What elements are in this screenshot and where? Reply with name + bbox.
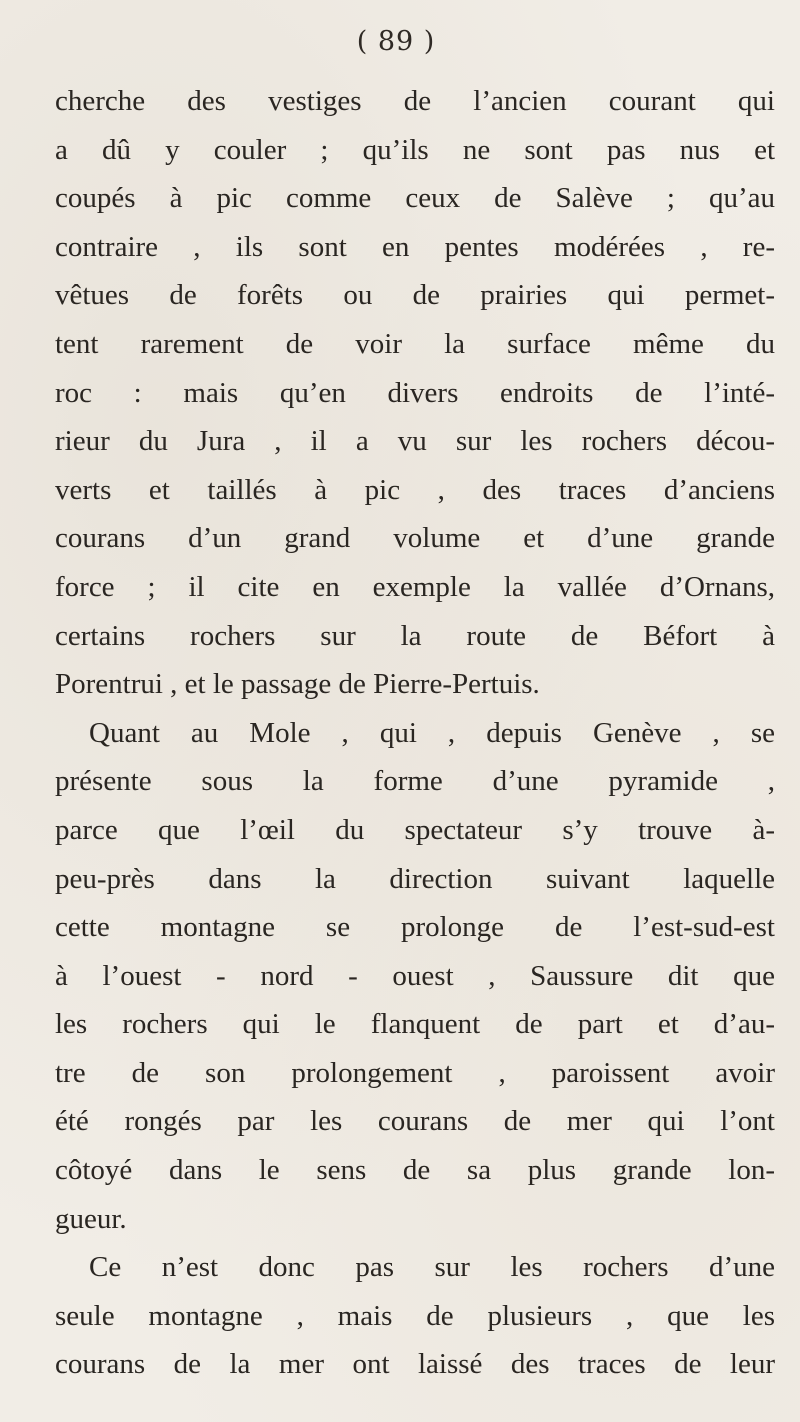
paragraph-start-line: Ce n’est donc pas sur les rochers d’une bbox=[89, 1251, 775, 1284]
text-line: a dû y couler ; qu’ils ne sont pas nus et bbox=[55, 133, 775, 166]
text-line: été rongés par les courans de mer qui l’ont bbox=[55, 1105, 775, 1138]
text-line: à l’ouest - nord - ouest , Saussure dit que bbox=[55, 959, 775, 992]
text-line: force ; il cite en exemple la vallée d’Ornans, bbox=[55, 570, 775, 603]
text-line: courans d’un grand volume et d’une grande bbox=[55, 522, 775, 555]
text-line: seule montagne , mais de plusieurs , que les bbox=[55, 1299, 775, 1332]
text-line: côtoyé dans le sens de sa plus grande lon- bbox=[55, 1154, 775, 1187]
text-line: tent rarement de voir la surface même du bbox=[55, 327, 775, 360]
text-line: rieur du Jura , il a vu sur les rochers décou- bbox=[55, 425, 775, 458]
text-line: vêtues de forêts ou de prairies qui permet- bbox=[55, 279, 775, 312]
text-line: présente sous la forme d’une pyramide , bbox=[55, 765, 775, 798]
text-line: coupés à pic comme ceux de Salève ; qu’au bbox=[55, 182, 775, 215]
text-line: parce que l’œil du spectateur s’y trouve à- bbox=[55, 813, 775, 846]
text-line: roc : mais qu’en divers endroits de l’inté- bbox=[55, 376, 775, 409]
text-line: Porentrui , et le passage de Pierre-Pertuis. bbox=[55, 668, 540, 701]
text-line: cherche des vestiges de l’ancien courant qui bbox=[55, 85, 775, 117]
text-line: courans de la mer ont laissé des traces de leur bbox=[55, 1348, 775, 1381]
text-line: gueur. bbox=[55, 1202, 127, 1235]
text-line: cette montagne se prolonge de l’est-sud-est bbox=[55, 911, 775, 944]
text-line: certains rochers sur la route de Béfort à bbox=[55, 619, 775, 652]
text-line: peu-près dans la direction suivant laquelle bbox=[55, 862, 775, 895]
paragraph-start-line: Quant au Mole , qui , depuis Genève , se bbox=[89, 716, 775, 749]
text-line: les rochers qui le flanquent de part et d’au- bbox=[55, 1008, 775, 1041]
body-text bbox=[55, 77, 775, 1389]
text-line: verts et taillés à pic , des traces d’anciens bbox=[55, 473, 775, 506]
page-number: ( 89 ) bbox=[356, 26, 436, 57]
text-line: contraire , ils sont en pentes modérées , re- bbox=[55, 230, 775, 263]
text-line: tre de son prolongement , paroissent avoir bbox=[55, 1056, 775, 1089]
